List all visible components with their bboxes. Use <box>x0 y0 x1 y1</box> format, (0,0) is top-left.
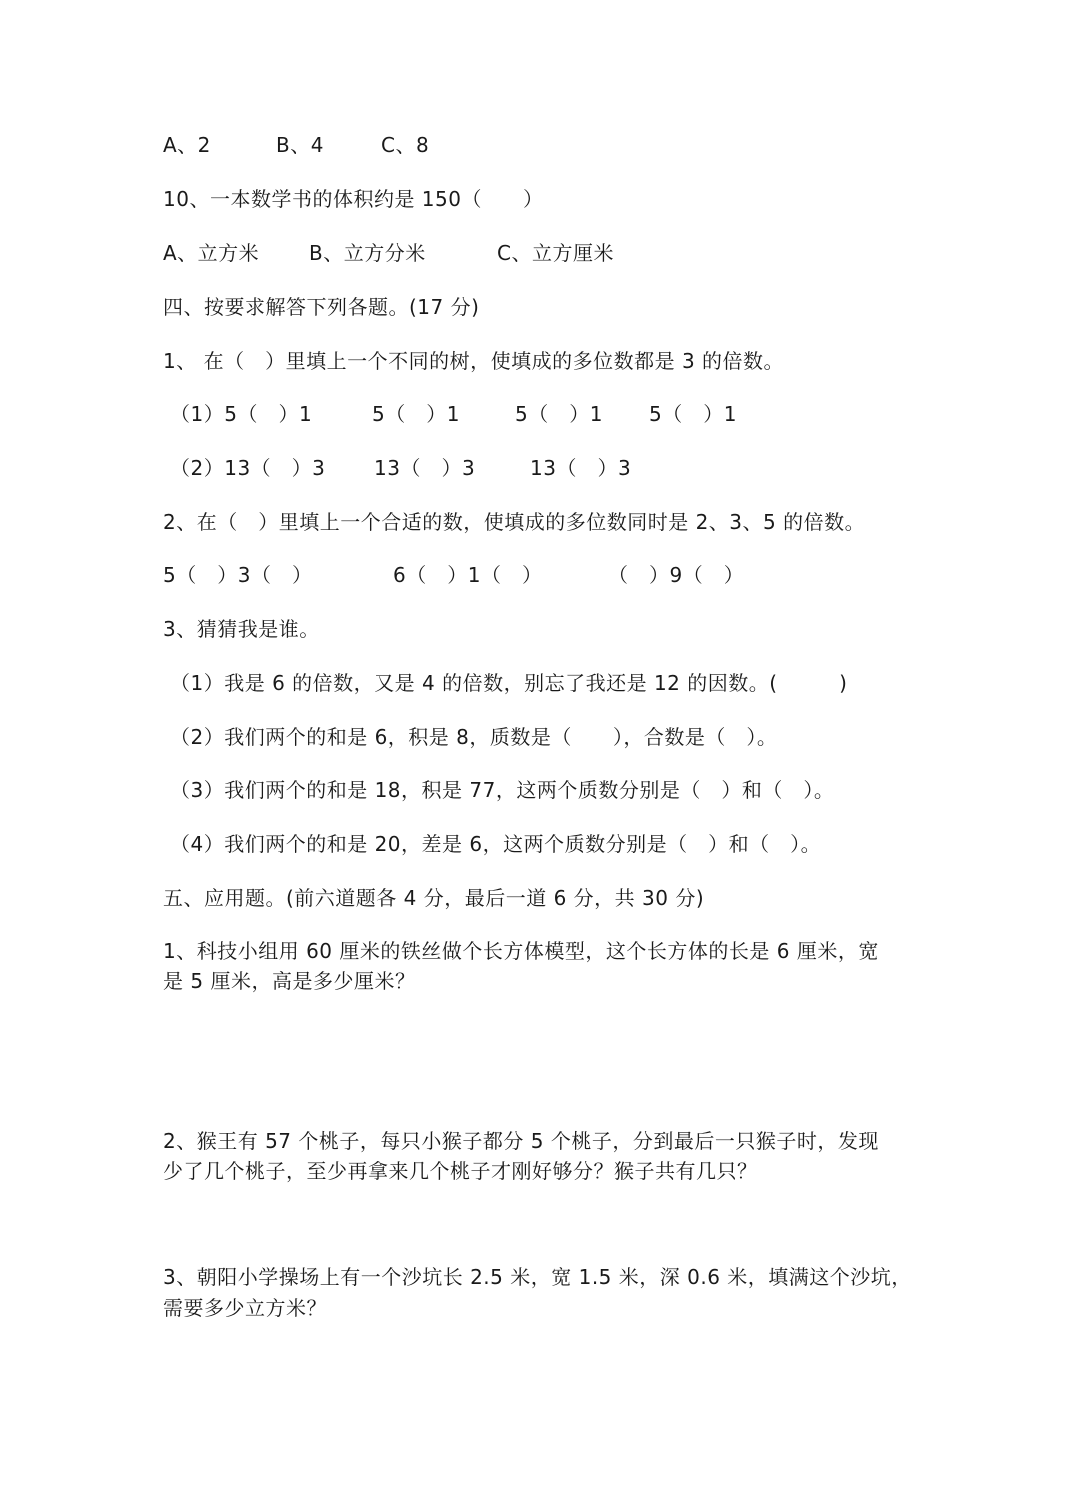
fill-blank-item: 5（ ）1 <box>372 402 460 426</box>
s4-p3-item: （3）我们两个的和是 18，积是 77，这两个质数分别是（ ）和（ ）。 <box>170 778 835 802</box>
section5-title: 五、应用题。(前六道题各 4 分，最后一道 6 分，共 30 分) <box>163 886 705 910</box>
s4-p1-question: 1、 在（ ）里填上一个不同的树，使填成的多位数都是 3 的倍数。 <box>163 349 785 373</box>
s4-p3-item: （4）我们两个的和是 20，差是 6，这两个质数分别是（ ）和（ ）。 <box>170 832 822 856</box>
s5-problem-2-line1: 2、猴王有 57 个桃子，每只小猴子都分 5 个桃子，分到最后一只猴子时，发现 <box>163 1129 879 1153</box>
q10-option-b: B、立方分米 <box>309 241 426 265</box>
q10-question: 10、一本数学书的体积约是 150（ ） <box>163 187 544 211</box>
fill-blank-item: （ ）9（ ） <box>608 563 745 587</box>
s4-p3-item: （2）我们两个的和是 6，积是 8，质数是（ ），合数是（ ）。 <box>170 725 778 749</box>
fill-blank-item: （1）5（ ）1 <box>170 402 313 426</box>
s4-p3-item: （1）我是 6 的倍数，又是 4 的倍数，别忘了我还是 12 的因数。( ) <box>170 671 848 695</box>
q10-option-a: A、立方米 <box>163 241 260 265</box>
s5-problem-1-line1: 1、科技小组用 60 厘米的铁丝做个长方体模型，这个长方体的长是 6 厘米，宽 <box>163 939 879 963</box>
fill-blank-item: 13（ ）3 <box>374 456 476 480</box>
s4-p2-question: 2、在（ ）里填上一个合适的数，使填成的多位数同时是 2、3、5 的倍数。 <box>163 510 866 534</box>
q9-option-b: B、4 <box>276 133 324 157</box>
fill-blank-item: （2）13（ ）3 <box>170 456 326 480</box>
s5-problem-3-line2: 需要多少立方米？ <box>163 1296 327 1320</box>
fill-blank-item: 6（ ）1（ ） <box>393 563 543 587</box>
fill-blank-item: 5（ ）1 <box>649 402 737 426</box>
s5-problem-1-line2: 是 5 厘米，高是多少厘米？ <box>163 969 416 993</box>
section4-title: 四、按要求解答下列各题。(17 分) <box>163 295 480 319</box>
fill-blank-item: 5（ ）1 <box>515 402 603 426</box>
s5-problem-2-line2: 少了几个桃子，至少再拿来几个桃子才刚好够分？猴子共有几只？ <box>163 1159 758 1183</box>
s4-p3-question: 3、猜猜我是谁。 <box>163 617 320 641</box>
fill-blank-item: 5（ ）3（ ） <box>163 563 313 587</box>
q9-option-c: C、8 <box>381 133 430 157</box>
q9-option-a: A、2 <box>163 133 211 157</box>
s5-problem-3-line1: 3、朝阳小学操场上有一个沙坑长 2.5 米，宽 1.5 米，深 0.6 米，填满这个沙坑， <box>163 1265 912 1289</box>
fill-blank-item: 13（ ）3 <box>530 456 632 480</box>
q10-option-c: C、立方厘米 <box>497 241 614 265</box>
